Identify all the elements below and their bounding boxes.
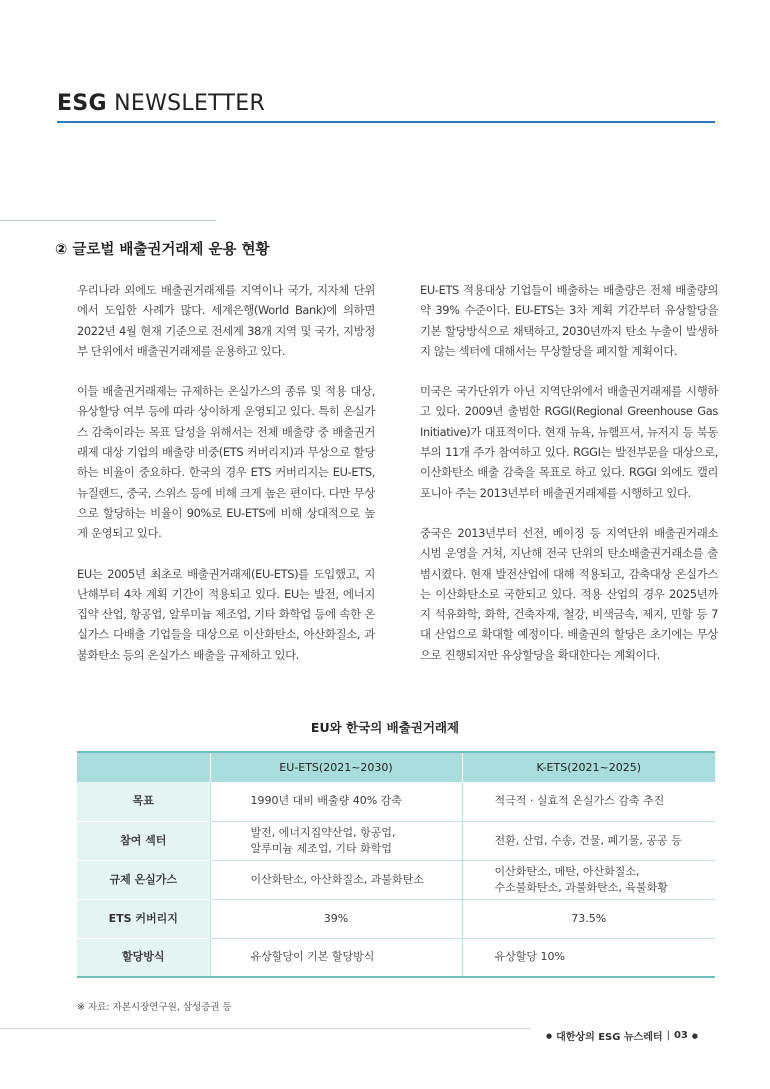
table-title: EU와 한국의 배출권거래제 — [310, 720, 460, 735]
paragraph: EU는 2005년 최초로 배출권거래제(EU-ETS)를 도입했고, 지난해부터 4차 계획 기간이 적용되고 있다. EU는 발전, 에너지 집약 산업, 항공업, 알루미늄 제조업, 기타 화학업 등에 속한 온실가스 다배출 기업들을 대상으로 이산화탄소, 아산화질소, 과불화탄소 등의 온실가스 배출을 규제하고 있다. — [77, 566, 375, 662]
brand-bold: ESG — [57, 91, 107, 116]
brand-light: NEWSLETTER — [114, 91, 266, 116]
table-row — [77, 821, 715, 860]
k-cell: 73.5% — [462, 899, 715, 938]
page-header — [57, 90, 715, 118]
header-divider — [57, 121, 715, 123]
page-footer — [546, 1028, 698, 1043]
table-source-note: ※ 자료: 자본시장연구원, 삼성증권 등 — [77, 1002, 232, 1013]
section-title: ② 글로벌 배출권거래제 운용 현황 — [55, 242, 270, 258]
footer-separator: | — [666, 1030, 670, 1041]
eu-cell: 유상할당이 기본 할당방식 — [210, 938, 462, 977]
header-cell-eu: EU-ETS(2021~2030) — [210, 752, 462, 782]
table-row — [77, 860, 715, 899]
bullet-icon: ● — [546, 1031, 553, 1040]
table-row — [77, 899, 715, 938]
row-label: 규제 온실가스 — [77, 860, 210, 899]
eu-cell: 39% — [210, 899, 462, 938]
left-column — [77, 280, 375, 685]
paragraph: 우리나라 외에도 배출권거래제를 지역이나 국가, 지자체 단위에서 도입한 사례가 많다. 세계은행(World Bank)에 의하면 2022년 4월 현재 기준으로 전세계 38개 지역 및 국가, 지방정부 단위에서 배출권거래제를 운용하고 있다. — [77, 283, 375, 358]
header-cell-k: K-ETS(2021~2025) — [462, 752, 715, 782]
newsletter-title — [57, 90, 715, 118]
paragraph: 이들 배출권거래제는 규제하는 온실가스의 종류 및 적용 대상, 유상할당 여부 등에 따라 상이하게 운영되고 있다. 특히 온실가스 감축이라는 목표 달성을 위해서는 전체 배출량 중 배출권거래제 대상 기업의 배출량 비중(ETS 커버리지)과 무상으로 할당하는 비율이 중요하다. 한국의 경우 ETS 커버리지는 EU-ETS, 뉴질랜드, 중국, 스위스 등에 비해 크게 높은 편이다. 다만 무상으로 할당하는 비율이 90%로 EU-ETS에 비해 상대적으로 높게 운영되고 있다. — [77, 384, 375, 541]
table-header-row — [77, 752, 715, 782]
row-label: 참여 섹터 — [77, 821, 210, 860]
table-row — [77, 782, 715, 821]
header-cell-empty — [77, 752, 210, 782]
bullet-icon: ● — [691, 1031, 698, 1040]
eu-cell: 발전, 에너지집약산업, 항공업, 알루미늄 제조업, 기타 화학업 — [210, 821, 462, 860]
k-cell: 유상할당 10% — [462, 938, 715, 977]
eu-cell: 이산화탄소, 아산화질소, 과불화탄소 — [210, 860, 462, 899]
row-label: 목표 — [77, 782, 210, 821]
footer-publication: 대한상의 ESG 뉴스레터 — [556, 1032, 663, 1043]
row-label: 할당방식 — [77, 938, 210, 977]
k-cell: 적극적 · 실효적 온실가스 감축 추진 — [462, 782, 715, 821]
row-label: ETS 커버리지 — [77, 899, 210, 938]
k-cell: 전환, 산업, 수송, 건물, 폐기물, 공공 등 — [462, 821, 715, 860]
paragraph: EU-ETS 적용대상 기업들이 배출하는 배출량은 전체 배출량의 약 39% 수준이다. EU-ETS는 3차 계획 기간부터 유상할당을 기본 할당방식으로 채택하고, 2030년까지 탄소 누출이 발생하지 않는 섹터에 대해서는 무상할당을 폐지할 계획이다. — [420, 283, 718, 358]
right-column — [420, 280, 718, 685]
k-cell: 이산화탄소, 메탄, 아산화질소, 수소불화탄소, 과불화탄소, 육불화황 — [462, 860, 715, 899]
paragraph: 중국은 2013년부터 선전, 베이징 등 지역단위 배출권거래소 시범 운영을 거쳐, 지난해 전국 단위의 탄소배출권거래소를 출범시켰다. 현재 발전산업에 대해 적용되고, 감축대상 온실가스는 이산화탄소로 국한되고 있다. 적용 산업의 경우 2025년까지 석유화학, 화학, 건축자재, 철강, 비색금속, 제지, 민항 등 7대 산업으로 확대할 예정이다. 배출권의 할당은 초기에는 무상으로 진행되지만 유상할당을 확대한다는 계획이다. — [420, 525, 718, 662]
page-number: 03 — [673, 1030, 688, 1041]
eu-cell: 1990년 대비 배출량 40% 감축 — [210, 782, 462, 821]
table-row — [77, 938, 715, 977]
paragraph: 미국은 국가단위가 아닌 지역단위에서 배출권거래제를 시행하고 있다. 2009년 출범한 RGGI(Regional Greenhouse Gas Initiative)가 대표적이다. 현재 뉴욕, 뉴햄프셔, 뉴저지 등 북동부의 11개 주가 참여하고 있다. RGGI는 발전부문을 대상으로, 이산화탄소 배출 감축을 목표로 하고 있다. RGGI 외에도 캘리포니아 주는 2013년부터 배출권거래제를 시행하고 있다. — [420, 384, 718, 500]
comparison-table — [77, 751, 715, 978]
section-divider — [0, 220, 216, 221]
footer-divider — [0, 1028, 530, 1029]
